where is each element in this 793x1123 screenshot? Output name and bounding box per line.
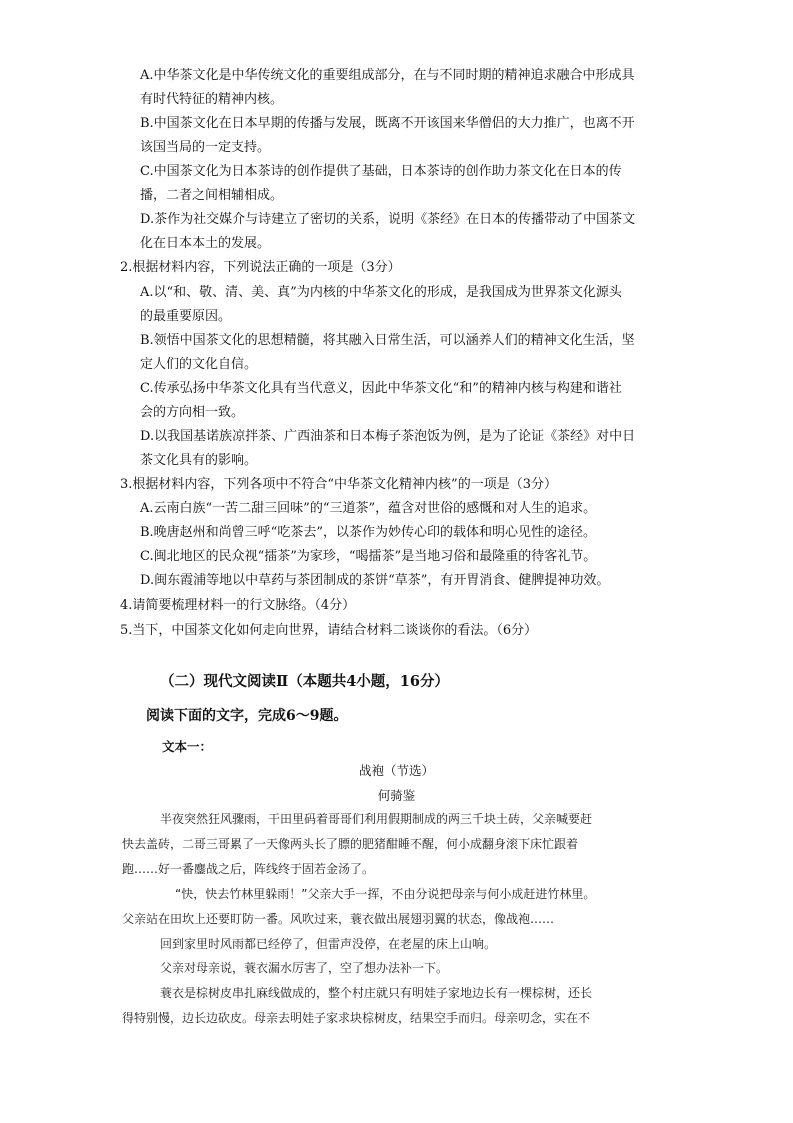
q4-stem: 4.请简要梳理材料一的行文脉络。（4分） [120, 598, 356, 613]
q1-option-a: A.中华茶文化是中华传统文化的重要组成部分，在与不同时期的精神追求融合中形成具 [140, 68, 635, 83]
q3-option-c: C.闽北地区的民众视“擂茶”为家珍，“喝擂茶”是当地习俗和最隆重的待客礼节。 [140, 549, 597, 564]
q2-option-a: A.以“和、敬、清、美、真”为内核的中华茶文化的形成，是我国成为世界茶文化源头 [140, 285, 622, 300]
q1-option-a-cont: 有时代特征的精神内核。 [140, 92, 284, 107]
q3-stem: 3.根据材料内容，下列各项中不符合“中华茶文化精神内核”的一项是（3分） [120, 477, 557, 492]
passage-line: 快去盖砖，二哥三哥累了一天像两头长了膘的肥猪酣睡不醒，何小成翻身滚下床忙跟着 [122, 837, 579, 851]
passage-line: 回到家里时风雨都已经停了，但雷声没停，在老屋的床上山响。 [160, 937, 497, 951]
passage-line: 半夜突然狂风骤雨，干田里码着哥哥们利用假期制成的两三千块土砖，父亲喊要赶 [160, 812, 593, 826]
text-label: 文本一： [162, 739, 213, 754]
passage-line: 跑……好一番鏖战之后，阵线终于固若金汤了。 [122, 862, 375, 876]
passage-line: 父亲站在田坎上还要盯防一番。风吹过来，蓑衣做出展翅羽翼的状态，像战袍…… [122, 912, 555, 926]
q2-option-a-cont: 的最重要原因。 [140, 309, 232, 324]
q2-stem: 2.根据材料内容，下列说法正确的一项是（3分） [120, 260, 401, 275]
passage-line: 父亲对母亲说，蓑衣漏水厉害了，空了想办法补一下。 [160, 961, 449, 975]
q2-option-d-cont: 茶文化具有的影响。 [140, 453, 258, 468]
q1-option-d: D.茶作为社交媒介与诗建立了密切的关系，说明《茶经》在日本的传播带动了中国茶文 [140, 212, 636, 227]
q2-option-c: C.传承弘扬中华茶文化具有当代意义，因此中华茶文化“和”的精神内核与构建和谐社 [140, 381, 622, 396]
q1-option-b: B.中国茶文化在日本早期的传播与发展，既离不开该国来华僧侣的大力推广，也离不开 [140, 116, 635, 131]
q3-option-a: A.云南白族“一苦二甜三回味”的“三道茶”，蕴含对世俗的感慨和对人生的追求。 [140, 501, 597, 516]
q1-option-d-cont: 化在日本本土的发展。 [140, 236, 271, 251]
q2-option-b: B.领悟中国茶文化的思想精髓，将其融入日常生活，可以涵养人们的精神文化生活，坚 [140, 333, 635, 348]
q2-option-b-cont: 定人们的文化自信。 [140, 357, 258, 372]
q2-option-d: D.以我国基诺族凉拌茶、广西油茶和日本梅子茶泡饭为例，是为了论证《茶经》对中日 [140, 429, 636, 444]
passage-line: “快，快去竹林里躲雨！”父亲大手一挥，不由分说把母亲与何小成赶进竹林里。 [175, 887, 596, 901]
passage-line: 得特别慢，边长边砍皮。母亲去明娃子家求块棕树皮，结果空手而归。母亲叨念，实在不 [122, 1011, 591, 1025]
passage-title: 战袍（节选） [358, 763, 434, 778]
q2-option-c-cont: 会的方向相一致。 [140, 405, 245, 420]
q1-option-c-cont: 播，二者之间相辅相成。 [140, 188, 284, 203]
section-heading: （二）现代文阅读Ⅱ（本题共4小题，16分） [160, 673, 449, 690]
q1-option-b-cont: 该国当局的一定支持。 [140, 140, 271, 155]
passage-author: 何骑鉴 [377, 788, 416, 803]
q1-option-c: C.中国茶文化为日本茶诗的创作提供了基础，日本茶诗的创作助力茶文化在日本的传 [140, 164, 622, 179]
reading-instruction: 阅读下面的文字，完成6～9题。 [146, 708, 348, 724]
q3-option-b: B.晚唐赵州和尚曾三呼“吃茶去”，以茶作为妙传心印的载体和明心见性的途径。 [140, 525, 596, 540]
q3-option-d: D.闽东霞浦等地以中草药与茶团制成的茶饼“草茶”，有开胃消食、健脾提神功效。 [140, 573, 610, 588]
q5-stem: 5.当下，中国茶文化如何走向世界，请结合材料二谈谈你的看法。（6分） [120, 623, 538, 638]
passage-line: 蓑衣是棕树皮串扎麻线做成的，整个村庄就只有明娃子家地边长有一棵棕树，还长 [160, 986, 593, 1000]
